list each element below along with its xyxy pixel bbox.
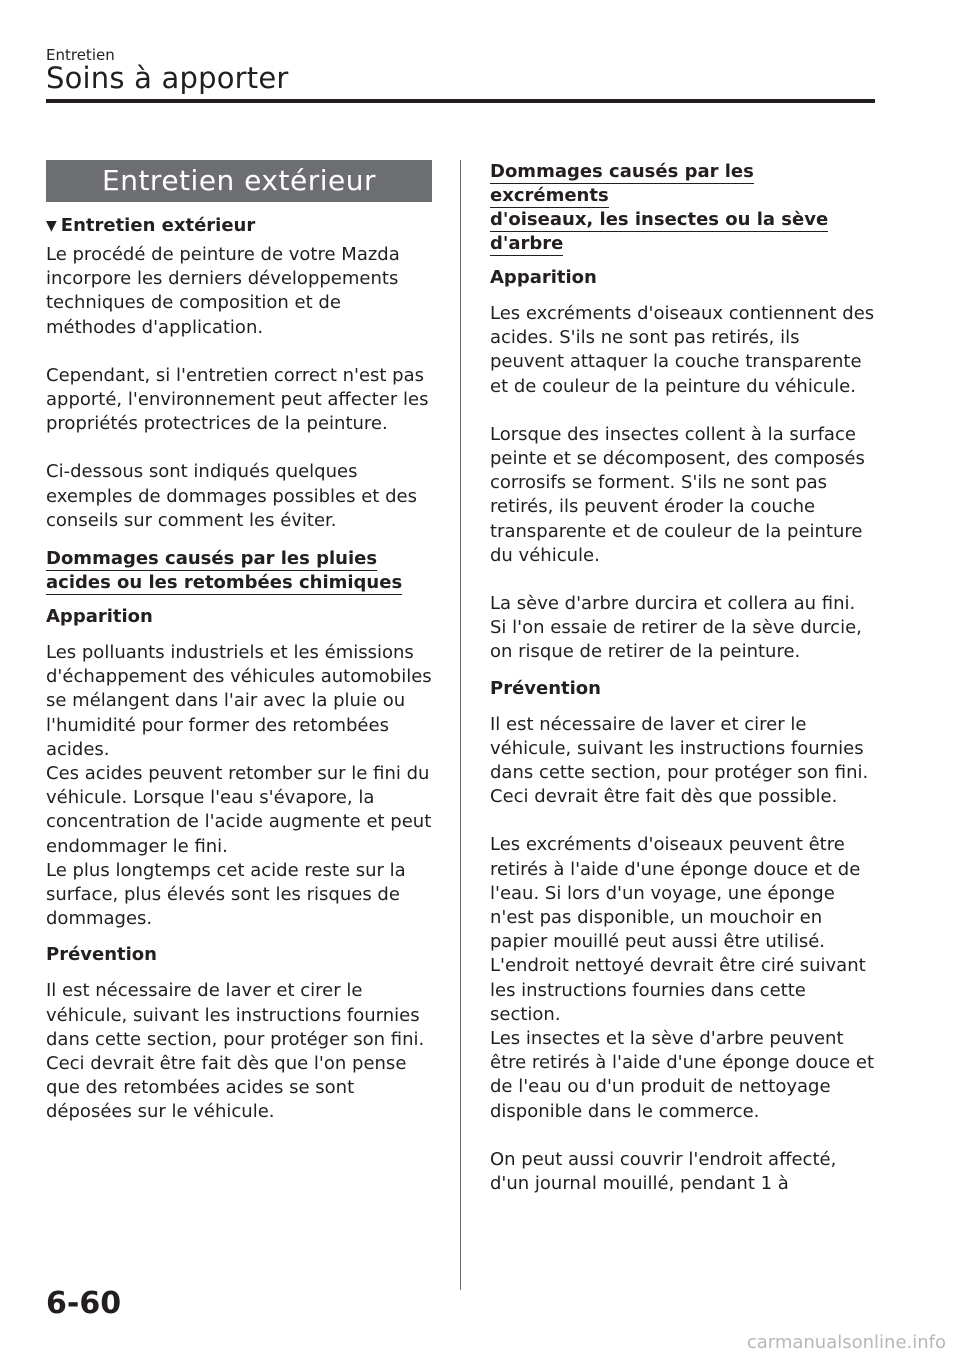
topic-heading-line-2: acides ou les retombées chimiques: [46, 572, 403, 594]
page-number: 6-60: [46, 1286, 122, 1321]
apparition-label: Apparition: [490, 267, 597, 288]
prevention-label: Prévention: [46, 944, 157, 966]
apparition-paragraph: Les polluants industriels et les émissions d'échappement des véhicules automobiles se mélangent dans l'air avec la pluie ou l'humidité pour former des retombées acides.: [46, 642, 432, 760]
header-rule: [46, 99, 875, 103]
right-column: [490, 160, 875, 1196]
apparition-paragraph-2: Lorsque des insectes collent à la surface peinte et se décomposent, des composés corrosifs se forment. S'ils ne sont pas retirés, ils peuvent éroder la couche transparente et de couleur de la peinture du véhicule.: [490, 423, 865, 566]
left-column: [46, 160, 432, 1125]
prevention-paragraph-4: On peut aussi couvrir l'endroit affecté, d'un journal mouillé, pendant 1 à: [490, 1148, 837, 1195]
apparition-paragraph-3: Le plus longtemps cet acide reste sur la surface, plus élevés sont les risques de dommages.: [46, 859, 406, 930]
prevention-paragraph-1: Il est nécessaire de laver et cirer le véhicule, suivant les instructions fournies dans cette section, pour protéger son fini. Ceci devrait être fait dès que possible.: [490, 713, 869, 808]
subsection-heading-text: Entretien extérieur: [60, 215, 256, 236]
section-banner: Entretien extérieur: [46, 160, 432, 202]
topic-heading-line-1: Dommages causés par les pluies: [46, 548, 378, 570]
intro-paragraph-3: Ci-dessous sont indiqués quelques exemples de dommages possibles et des conseils sur comment les éviter.: [46, 461, 417, 531]
topic-heading-acid-rain: [46, 547, 432, 595]
topic-heading-line-2: d'oiseaux, les insectes ou la sève: [490, 209, 829, 230]
topic-heading-line-1: Dommages causés par les excréments: [490, 161, 754, 206]
prevention-paragraph: Il est nécessaire de laver et cirer le véhicule, suivant les instructions fournies dans cette section, pour protéger son fini. Ceci devrait être fait dès que l'on pense que des retombées acides se sont déposées sur le véhicule.: [46, 980, 425, 1123]
page-title: Soins à apporter: [46, 61, 289, 95]
triangle-down-icon: ▼: [46, 218, 57, 234]
chapter-label: Entretien: [46, 46, 115, 64]
prevention-paragraph-2: Les excréments d'oiseaux peuvent être retirés à l'aide d'une éponge douce et de l'eau. Si lors d'un voyage, une éponge n'est pas disponible, un mouchoir en papier mouillé peut aussi être utilisé. L'endroit nettoyé devrait être ciré suivant les instructions fournies dans cette section.: [490, 834, 866, 1025]
topic-heading-line-3: d'arbre: [490, 233, 564, 254]
apparition-paragraph-1: Les excréments d'oiseaux contiennent des acides. S'ils ne sont pas retirés, ils peuvent attaquer la couche transparente et de couleur de la peinture du véhicule.: [490, 303, 875, 397]
prevention-paragraph-3: Les insectes et la sève d'arbre peuvent être retirés à l'aide d'une éponge douce et de l'eau ou d'un produit de nettoyage disponible dans le commerce.: [490, 1028, 875, 1122]
apparition-paragraph-2: Ces acides peuvent retomber sur le fini du véhicule. Lorsque l'eau s'évapore, la concentration de l'acide augmente et peut endommager le fini.: [46, 763, 432, 857]
intro-paragraph-1: Le procédé de peinture de votre Mazda incorpore les derniers développements techniques de composition et de méthodes d'application.: [46, 244, 400, 338]
column-divider: [460, 160, 461, 1290]
apparition-label: Apparition: [46, 606, 153, 628]
intro-paragraph-2: Cependant, si l'entretien correct n'est pas apporté, l'environnement peut affecter les propriétés protectrices de la peinture.: [46, 364, 429, 435]
apparition-paragraph-3: La sève d'arbre durcira et collera au fini. Si l'on essaie de retirer de la sève durcie, on risque de retirer de la peinture.: [490, 593, 862, 663]
subsection-heading: [46, 214, 432, 239]
watermark: carmanualsonline.info: [746, 1332, 946, 1353]
prevention-label: Prévention: [490, 677, 601, 699]
topic-heading-bird-droppings: [490, 160, 875, 256]
